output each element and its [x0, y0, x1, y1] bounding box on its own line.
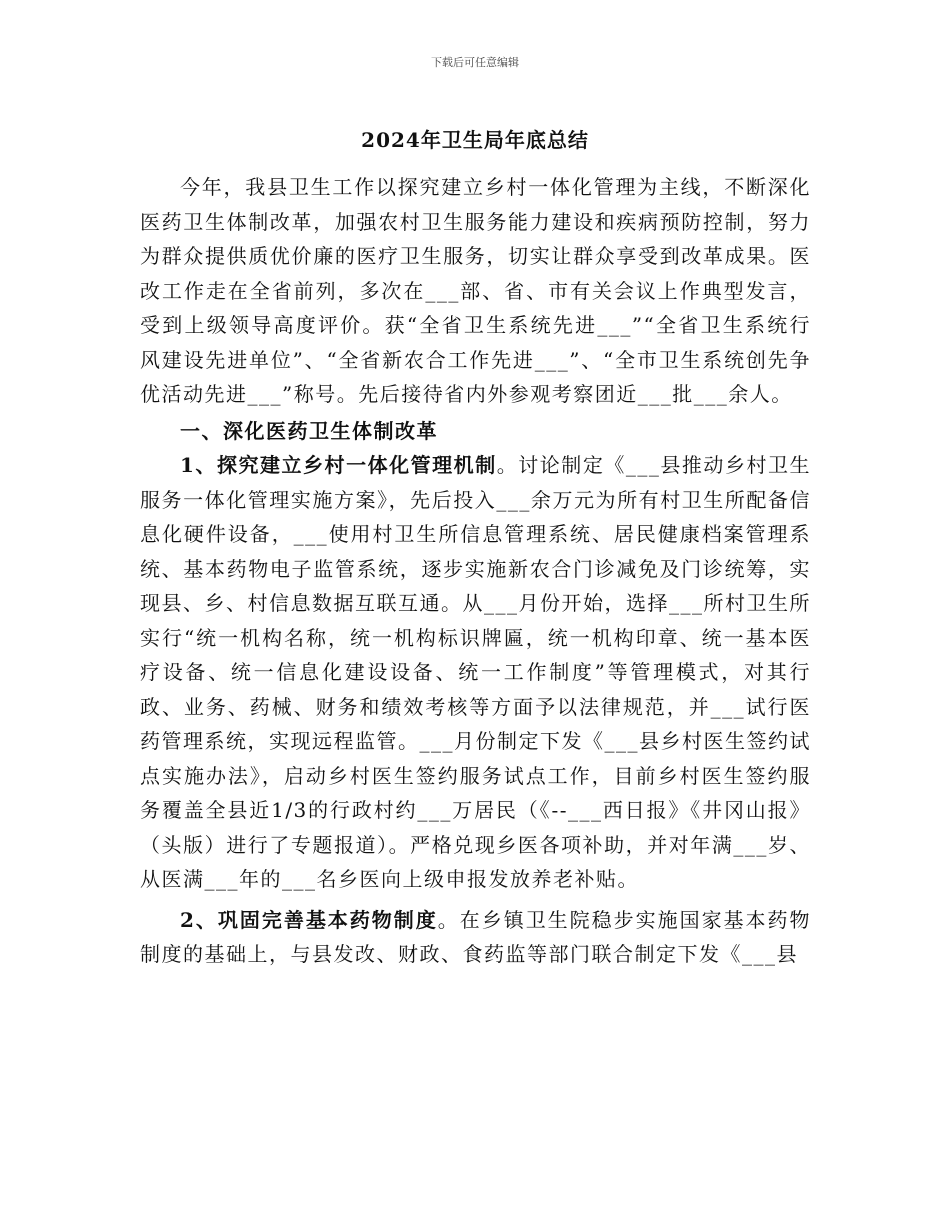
item-text-1: 。讨论制定《___县推动乡村卫生服务一体化管理实施方案》，先后投入___余万元为所有村卫生所配备信息化硬件设备，___使用村卫生所信息管理系统、居民健康档案管理系统、基本药物电子监管系统，逐步实施新农合门诊减免及门诊统筹，实现县、乡、村信息数据互联互通。从___月份开始，选择___所村卫生所实行“统一机构名称，统一机构标识牌匾，统一机构印章、统一基本医疗设备、统一信息化建设设备、统一工作制度”等管理模式，对其行政、业务、药械、财务和绩效考核等方面予以法律规范，并___试行医药管理系统，实现远程监管。___月份制定下发《___县乡村医生签约试点实施办法》，启动乡村医生签约服务试点工作，目前乡村医生签约服务覆盖全县近1/3的行政村约___万居民（《--___西日报》《井冈山报》（头版）进行了专题报道）。严格兑现乡医各项补助，并对年满___岁、从医满___年的___名乡医向上级申报发放养老补贴。	[140, 453, 812, 891]
header-note: 下载后可任意编辑	[431, 56, 519, 69]
section-heading: 一、深化医药卫生体制改革	[180, 418, 438, 443]
intro-paragraph: 今年，我县卫生工作以探究建立乡村一体化管理为主线，不断深化医药卫生体制改革，加强农村卫生服务能力建设和疾病预防控制，努力为群众提供质优价廉的医疗卫生服务，切实让群众享受到改革成果。医改工作走在全省前列，多次在___部、省、市有关会议上作典型发言，受到上级领导高度评价。获“全省卫生系统先进___”“全省卫生系统行风建设先进单位”、“全省新农合工作先进___”、“全市卫生系统创先争优活动先进___”称号。先后接待省内外参观考察团近___批___余人。	[140, 175, 811, 406]
item-paragraph-2	[140, 903, 811, 972]
document-body	[140, 170, 811, 972]
item-text-2: 。在乡镇卫生院稳步实施国家基本药物制度的基础上，与县发改、财政、食药监等部门联合制定下发《___县	[140, 907, 812, 966]
item-paragraph-1	[140, 448, 811, 897]
item-heading-1: 1、探究建立乡村一体化管理机制	[180, 453, 497, 477]
item-heading-2: 2、巩固完善基本药物制度	[180, 907, 438, 932]
document-title: 2024年卫生局年底总结	[361, 128, 589, 152]
